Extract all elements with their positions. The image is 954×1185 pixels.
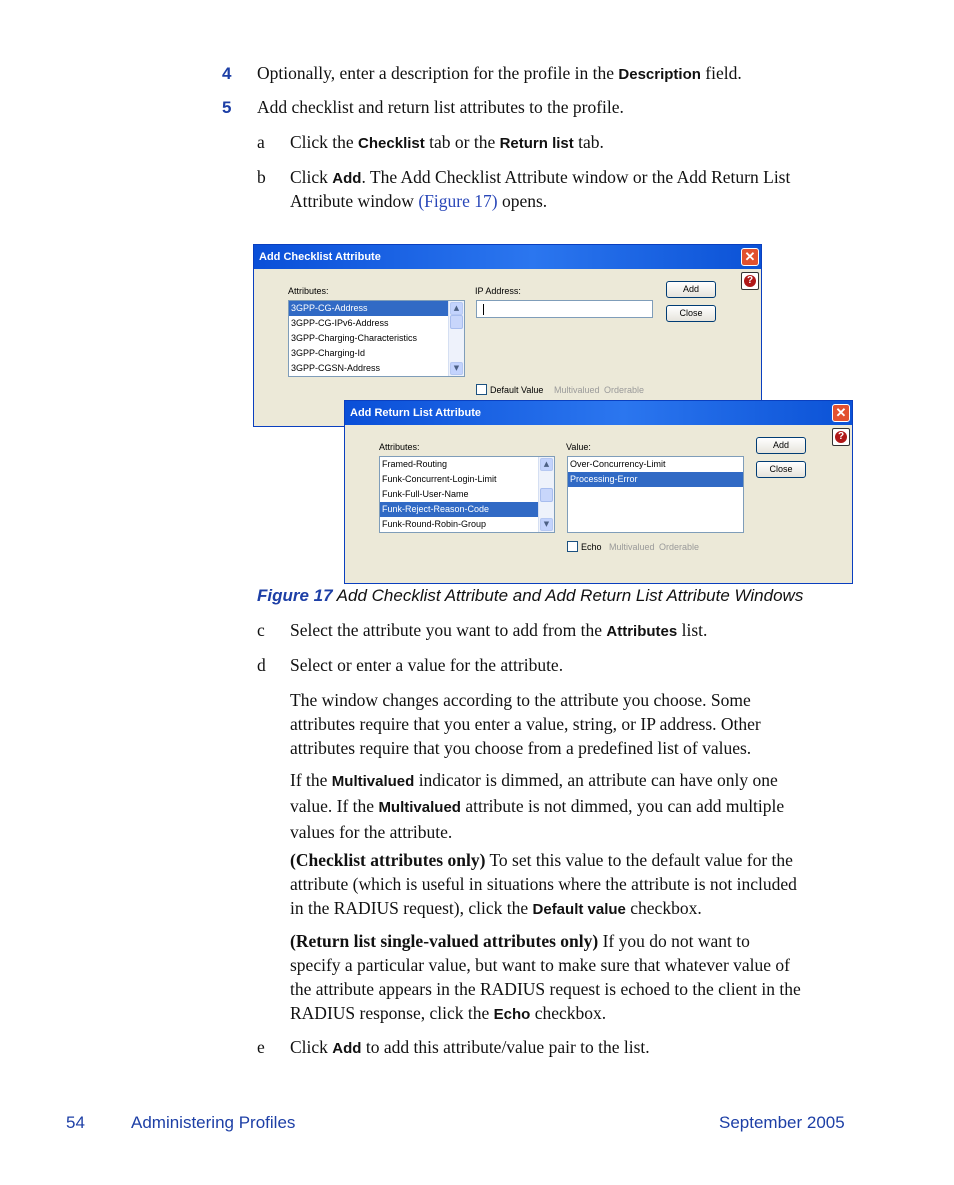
list-item[interactable]: 3GPP-Charging-Characteristics: [291, 333, 418, 343]
close-button[interactable]: Close: [756, 461, 806, 478]
scroll-up-icon[interactable]: ▲: [450, 302, 463, 315]
list-item[interactable]: Funk-Full-User-Name: [382, 489, 469, 499]
ip-address-input[interactable]: [476, 300, 653, 318]
default-value-label: Default Value: [490, 385, 544, 395]
list-item[interactable]: Over-Concurrency-Limit: [570, 459, 666, 469]
scroll-down-icon[interactable]: ▼: [450, 362, 463, 375]
ui-term: Add: [332, 1040, 362, 1057]
ui-term: Default value: [532, 901, 626, 918]
substep-letter: c: [257, 620, 265, 640]
list-item[interactable]: 3GPP-CGSN-Address: [291, 363, 381, 373]
orderable-indicator: Orderable: [659, 542, 700, 552]
add-button[interactable]: Add: [756, 437, 806, 454]
footer-section-title: Administering Profiles: [131, 1113, 296, 1132]
figure-caption: Figure 17 Add Checklist Attribute and Add Return List Attribute Windows: [257, 586, 804, 605]
bold-qualifier: (Return list single-valued attributes only): [290, 931, 599, 951]
substep-c-text: Select the attribute you want to add from the Attributes list.: [290, 620, 708, 640]
ui-term: Echo: [493, 1006, 531, 1023]
paragraph-return-list-only: (Return list single-valued attributes only) If you do not want to specify a particular value, but want to make sure that whatever value of the attribute appears in the RADIUS request is echoed to the client in the RADIUS response, click the Echo checkbox.: [290, 931, 801, 1023]
footer-page-number: 54: [66, 1113, 85, 1132]
attributes-list[interactable]: [288, 300, 465, 377]
paragraph-window-changes: The window changes according to the attribute you choose. Some attributes require that you enter a value, string, or IP address. Other attributes require that you choose from a predefined list of values.: [290, 690, 761, 758]
close-button[interactable]: Close: [666, 305, 716, 322]
step-4-text: Optionally, enter a description for the profile in the Description field.: [257, 63, 742, 83]
close-icon[interactable]: ✕: [741, 248, 759, 266]
list-item[interactable]: 3GPP-Charging-Id: [291, 348, 366, 358]
substep-e-text: Click Add to add this attribute/value pair to the list.: [290, 1037, 650, 1057]
list-item[interactable]: Funk-Round-Robin-Group: [382, 519, 487, 529]
step-5-text: Add checklist and return list attributes to the profile.: [257, 97, 624, 117]
substep-b-line2: Attribute window (Figure 17) opens.: [290, 191, 548, 211]
ip-address-label: IP Address:: [475, 286, 521, 296]
scroll-up-icon[interactable]: ▲: [540, 458, 553, 471]
ui-term: Multivalued: [378, 799, 461, 816]
ui-term: Checklist: [358, 135, 425, 152]
text-cursor: [483, 304, 484, 315]
substep-letter: e: [257, 1037, 265, 1057]
substep-b-line1: Click Add. The Add Checklist Attribute window or the Add Return List: [290, 167, 791, 187]
substep-letter: d: [257, 655, 266, 675]
list-item[interactable]: 3GPP-CG-IPv6-Address: [291, 318, 389, 328]
substep-letter: a: [257, 132, 265, 152]
step-4: [222, 61, 231, 86]
close-icon[interactable]: ✕: [832, 404, 850, 422]
paragraph-multivalued: If the Multivalued indicator is dimmed, an attribute can have only one value. If the Multivalued attribute is not dimmed, you can add multiple values for the attribute.: [290, 770, 785, 842]
scrollbar[interactable]: [538, 457, 554, 532]
dialog-title-bar: [254, 245, 761, 269]
substep-d-text: Select or enter a value for the attribute.: [290, 655, 564, 675]
substep-letter: b: [257, 167, 266, 187]
step-number: 5: [222, 98, 232, 117]
multivalued-indicator: Multivalued: [554, 385, 600, 395]
list-item[interactable]: Funk-Reject-Reason-Code: [380, 502, 554, 517]
value-list[interactable]: [567, 456, 744, 533]
scroll-down-icon[interactable]: ▼: [540, 518, 553, 531]
step-number: 4: [222, 64, 232, 83]
echo-label: Echo: [581, 542, 602, 552]
bold-qualifier: (Checklist attributes only): [290, 850, 486, 870]
list-item[interactable]: Funk-Concurrent-Login-Limit: [382, 474, 497, 484]
attributes-list[interactable]: [379, 456, 555, 533]
default-value-checkbox[interactable]: [476, 384, 487, 395]
attributes-label: Attributes:: [379, 442, 420, 452]
attributes-label: Attributes:: [288, 286, 329, 296]
scroll-thumb[interactable]: [540, 488, 553, 502]
scrollbar[interactable]: [448, 301, 464, 376]
help-icon[interactable]: ?: [741, 272, 759, 290]
dialog-title: Add Return List Attribute: [350, 407, 481, 419]
add-button[interactable]: Add: [666, 281, 716, 298]
ui-term: Return list: [499, 135, 574, 152]
add-return-list-attribute-dialog: [344, 400, 853, 584]
value-label: Value:: [566, 442, 591, 452]
list-item[interactable]: Processing-Error: [568, 472, 743, 487]
help-icon[interactable]: ?: [832, 428, 850, 446]
orderable-indicator: Orderable: [604, 385, 645, 395]
paragraph-checklist-only: (Checklist attributes only) To set this value to the default value for the attribute (which is useful in situations where the attribute is not included in the RADIUS request), click the Default value checkbox.: [290, 850, 797, 918]
multivalued-indicator: Multivalued: [609, 542, 655, 552]
echo-checkbox[interactable]: [567, 541, 578, 552]
figure-link[interactable]: (Figure 17): [418, 191, 498, 211]
dialog-title: Add Checklist Attribute: [259, 251, 381, 263]
substep-a-text: Click the Checklist tab or the Return list tab.: [290, 132, 604, 152]
scroll-thumb[interactable]: [450, 315, 463, 329]
step-5: [222, 95, 231, 120]
list-item[interactable]: Framed-Routing: [382, 459, 448, 469]
list-item[interactable]: 3GPP-CG-Address: [289, 301, 464, 316]
dialog-title-bar: [345, 401, 852, 425]
ui-term: Attributes: [606, 623, 678, 640]
footer-date: September 2005: [719, 1113, 845, 1132]
figure-label: Figure 17: [257, 586, 333, 605]
ui-term: Add: [332, 170, 362, 187]
ui-term: Multivalued: [331, 773, 415, 790]
ui-term: Description: [618, 66, 701, 83]
